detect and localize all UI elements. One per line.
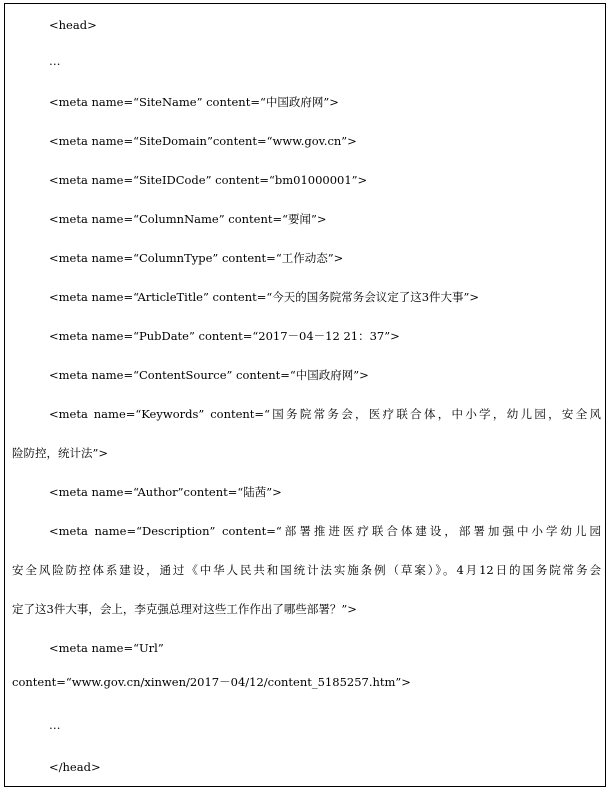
- meta-pub-date: <meta name=“PubDate” content=“2017－04－12 21：37”>: [49, 329, 400, 343]
- meta-url-line-1: <meta name=“Url”: [49, 641, 164, 655]
- meta-url-line-2: content=“www.gov.cn/xinwen/2017－04/12/content_5185257.htm”>: [12, 675, 411, 689]
- meta-keywords-line-2: 险防控，统计法”>: [12, 446, 109, 460]
- meta-description-line-1: <meta name=“Description” content=“部署推进医疗联合体建设，部署加强中小学幼儿园: [49, 524, 601, 538]
- meta-keywords-line-1: <meta name=“Keywords” content=“国务院常务会，医疗联合体，中小学，幼儿园，安全风: [49, 407, 601, 421]
- document-frame: [4, 3, 606, 787]
- meta-site-id-code: <meta name=“SiteIDCode” content=“bm01000001”>: [49, 173, 368, 187]
- meta-column-name: <meta name=“ColumnName” content=“要闻”>: [49, 212, 327, 226]
- meta-content-source: <meta name=“ContentSource” content=“中国政府网”>: [49, 368, 369, 382]
- ellipsis-bottom: …: [49, 718, 61, 732]
- head-close-tag: </head>: [49, 760, 101, 774]
- meta-description-line-3: 定了这3件大事，会上，李克强总理对这些工作作出了哪些部署？”>: [12, 602, 357, 616]
- meta-article-title: <meta name=“ArticleTitle” content=“今天的国务院常务会议定了这3件大事”>: [49, 290, 480, 304]
- meta-column-type: <meta name=“ColumnType” content=“工作动态”>: [49, 251, 344, 265]
- meta-description-line-2: 安全风险防控体系建设，通过《中华人民共和国统计法实施条例（草案）》。4月12日的国务院常务会: [12, 563, 601, 577]
- meta-site-name: <meta name=“SiteName” content=“中国政府网”>: [49, 95, 339, 109]
- meta-site-domain: <meta name=“SiteDomain”content=“www.gov.cn”>: [49, 134, 357, 148]
- head-open-tag: <head>: [49, 18, 97, 32]
- meta-author: <meta name=“Author”content=“陆茜”>: [49, 485, 282, 499]
- ellipsis-top: …: [49, 54, 61, 68]
